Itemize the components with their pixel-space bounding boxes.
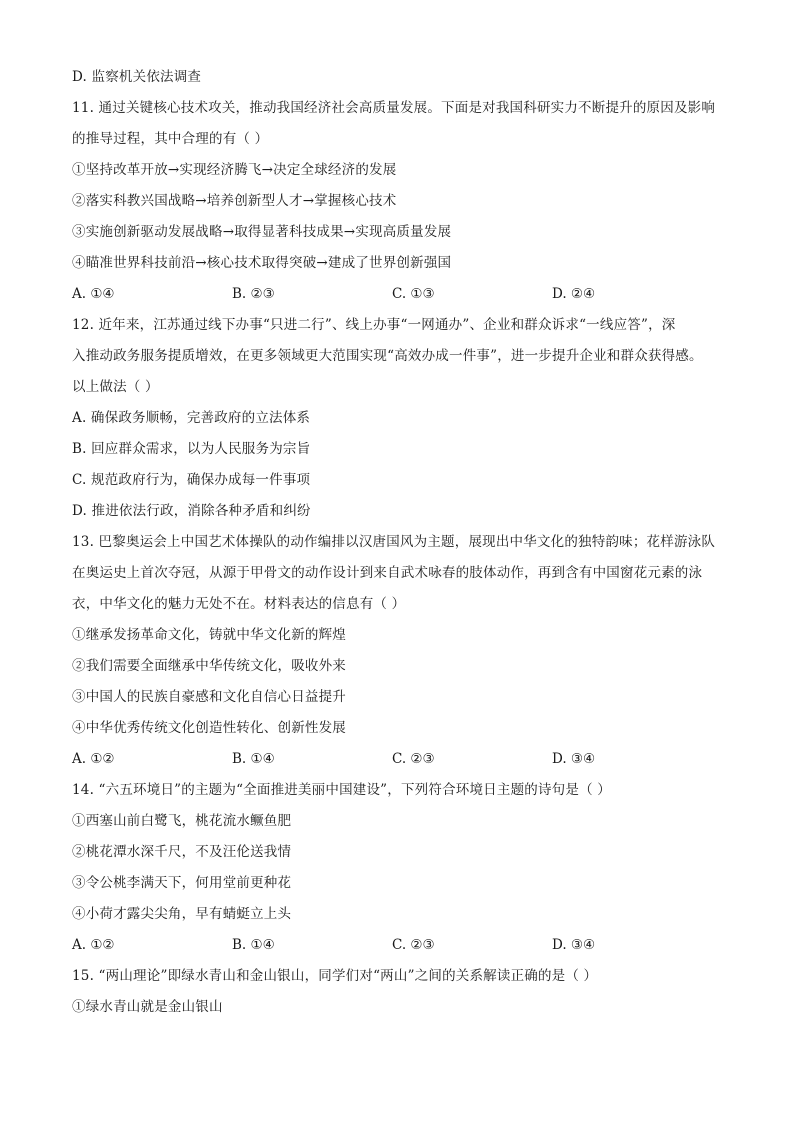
q11-stem-line1: 11. 通过关键核心技术攻关，推动我国经济社会高质量发展。下面是对我国科研实力不断提升的原因及影响 [72, 100, 716, 116]
q13-item-4: ④中华优秀传统文化创造性转化、创新性发展 [72, 720, 346, 736]
q13-options [72, 744, 732, 775]
q14-option-a: A. ①② [72, 937, 115, 953]
q11-item-2: ②落实科教兴国战略→培养创新型人才→掌握核心技术 [72, 193, 397, 209]
q12-stem-line1: 12. 近年来，江苏通过线下办事“只进二行”、线上办事“一网通办”、企业和群众诉求“一线应答”，深 [72, 317, 676, 333]
exam-page [72, 62, 732, 1023]
q13-option-a: A. ①② [72, 751, 115, 767]
q13-item-2: ②我们需要全面继承中华传统文化，吸收外来 [72, 658, 346, 674]
q15-stem-line1: 15. “两山理论”即绿水青山和金山银山，同学们对“两山”之间的关系解读正确的是（ ） [72, 968, 598, 984]
q12-option-d: D. 推进依法行政，消除各种矛盾和纠纷 [72, 503, 311, 519]
q12-option-a: A. 确保政务顺畅，完善政府的立法体系 [72, 410, 311, 426]
question-11 [72, 93, 732, 310]
q14-item-2: ②桃花潭水深千尺，不及汪伦送我情 [72, 844, 292, 860]
q11-option-b: B. ②③ [232, 286, 275, 302]
q11-item-4: ④瞄准世界科技前沿→核心技术取得突破→建成了世界创新强国 [72, 255, 452, 271]
q14-item-3: ③令公桃李满天下，何用堂前更种花 [72, 875, 292, 891]
q12-stem-line3: 以上做法（ ） [72, 379, 159, 395]
q13-option-b: B. ①④ [232, 751, 275, 767]
q14-options [72, 930, 732, 961]
question-12 [72, 310, 732, 527]
q10-option-d: D. 监察机关依法调查 [72, 69, 202, 85]
q14-option-d: D. ③④ [552, 937, 596, 953]
q13-stem-line2: 在奥运史上首次夺冠，从源于甲骨文的动作设计到来自武术咏春的肢体动作，再到含有中国窗花元素的泳 [72, 565, 703, 581]
question-15 [72, 961, 732, 1023]
q15-item-1: ①绿水青山就是金山银山 [72, 999, 223, 1015]
q11-option-d: D. ②④ [552, 286, 596, 302]
q13-item-1: ①继承发扬革命文化，铸就中华文化新的辉煌 [72, 627, 346, 643]
q13-option-c: C. ②③ [392, 751, 435, 767]
q13-stem-line3: 衣，中华文化的魅力无处不在。材料表达的信息有（ ） [72, 596, 406, 612]
q14-item-4: ④小荷才露尖尖角，早有蜻蜓立上头 [72, 906, 292, 922]
q13-stem-line1: 13. 巴黎奥运会上中国艺术体操队的动作编排以汉唐国风为主题，展现出中华文化的独特韵味；花样游泳队 [72, 534, 716, 550]
q11-item-1: ①坚持改革开放→实现经济腾飞→决定全球经济的发展 [72, 162, 397, 178]
q12-option-b: B. 回应群众需求，以为人民服务为宗旨 [72, 441, 311, 457]
q11-options [72, 279, 732, 310]
q14-option-b: B. ①④ [232, 937, 275, 953]
q11-stem-line2: 的推导过程，其中合理的有（ ） [72, 131, 269, 147]
q13-option-d: D. ③④ [552, 751, 596, 767]
question-14 [72, 775, 732, 961]
q14-item-1: ①西塞山前白鹭飞，桃花流水鳜鱼肥 [72, 813, 292, 829]
q14-option-c: C. ②③ [392, 937, 435, 953]
q11-item-3: ③实施创新驱动发展战略→取得显著科技成果→实现高质量发展 [72, 224, 452, 240]
q12-option-c: C. 规范政府行为，确保办成每一件事项 [72, 472, 311, 488]
q11-option-a: A. ①④ [72, 286, 115, 302]
q13-item-3: ③中国人的民族自豪感和文化自信心日益提升 [72, 689, 346, 705]
question-13 [72, 527, 732, 775]
q14-stem-line1: 14. “六五环境日”的主题为“全面推进美丽中国建设”，下列符合环境日主题的诗句是（ ） [72, 782, 611, 798]
q12-stem-line2: 入推动政务服务提质增效，在更多领域更大范围实现“高效办成一件事”，进一步提升企业和群众获得感。 [72, 348, 703, 364]
q11-option-c: C. ①③ [392, 286, 435, 302]
